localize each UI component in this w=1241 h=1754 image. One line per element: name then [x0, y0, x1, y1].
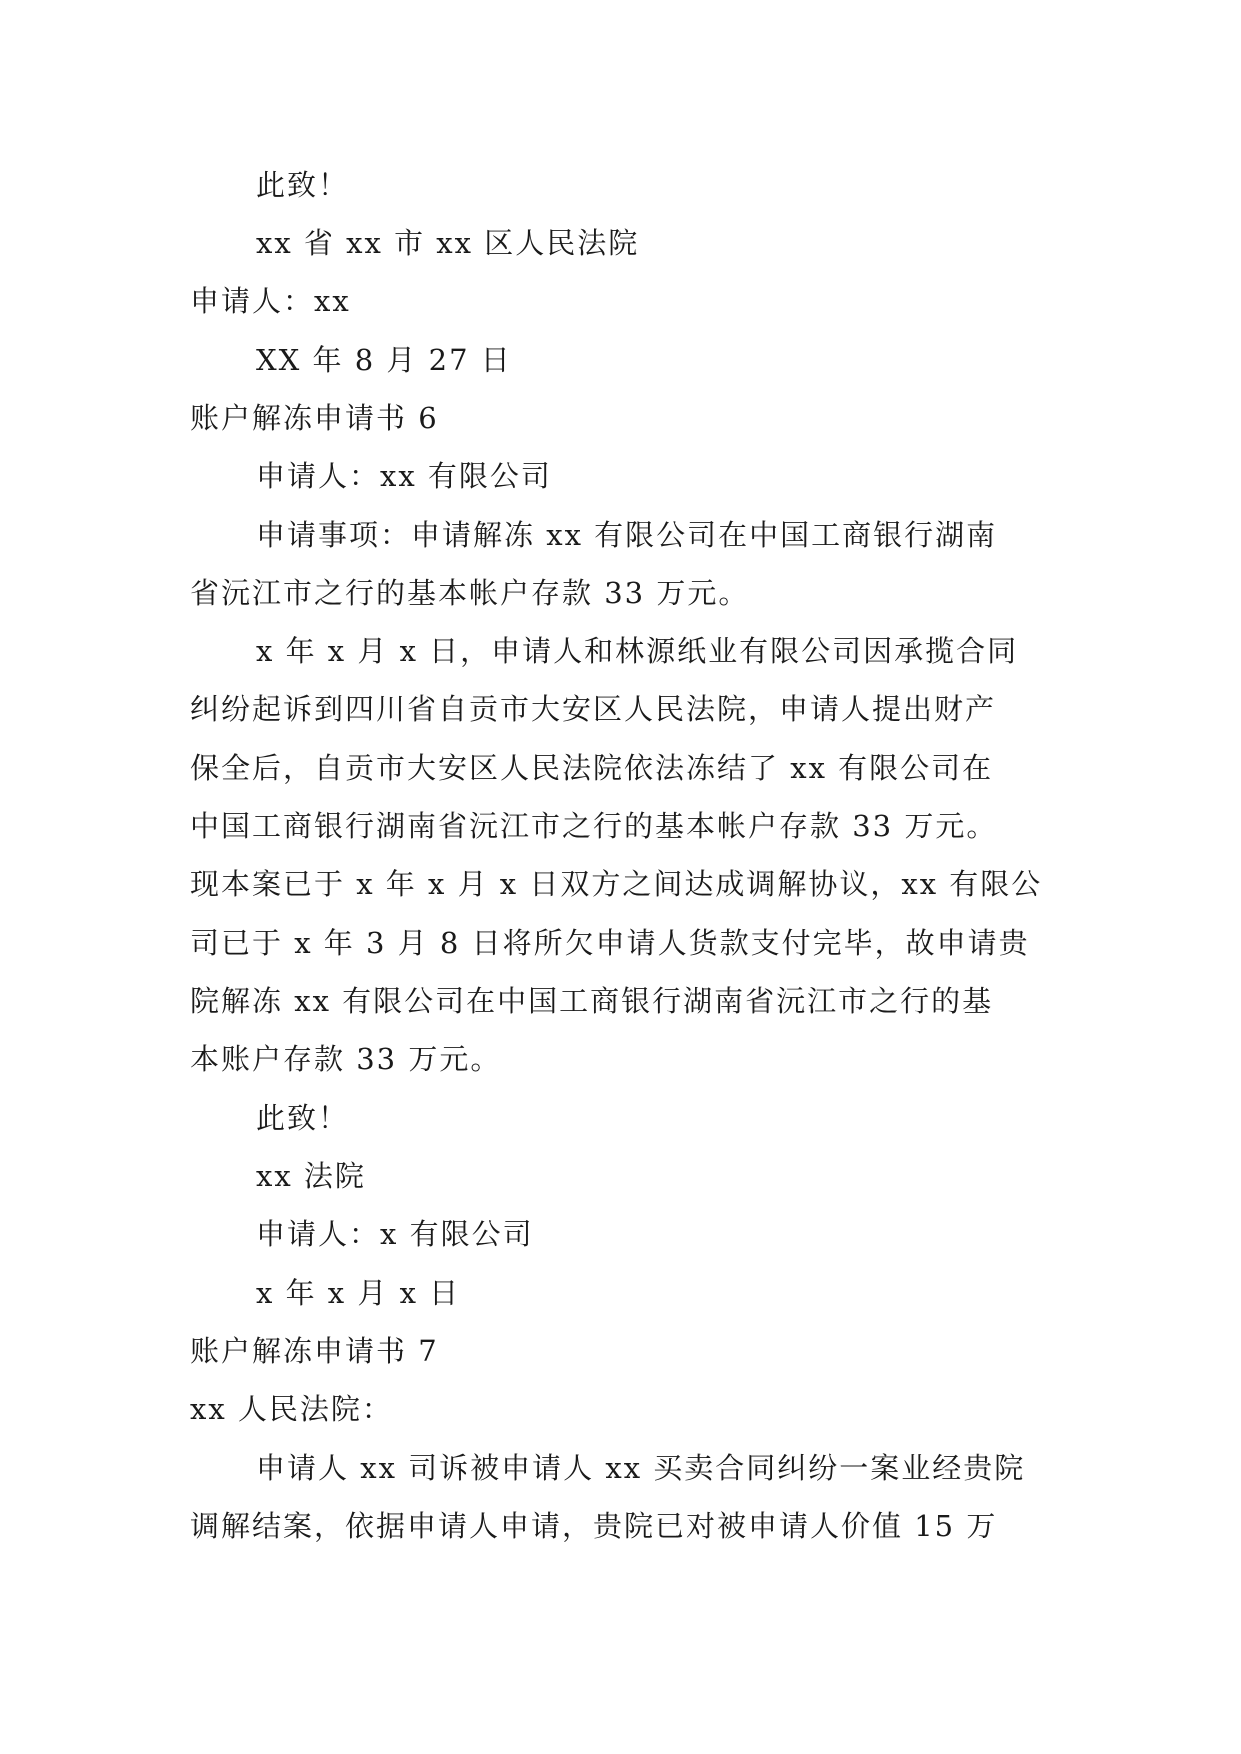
applicant-signature-2: 申请人：x 有限公司 [256, 1217, 534, 1251]
closing-salutation: 此致！ [256, 168, 350, 202]
body-line-9: 申请人 xx 司诉被申请人 xx 买卖合同纠纷一案业经贵院 [256, 1451, 1026, 1485]
signature-date-2: x 年 x 月 x 日 [256, 1276, 461, 1310]
body-line-10: 调解结案，依据申请人申请，贵院已对被申请人价值 15 万 [190, 1509, 998, 1543]
body-line-4: 中国工商银行湖南省沅江市之行的基本帐户存款 33 万元。 [190, 809, 998, 843]
body-line-1: x 年 x 月 x 日，申请人和林源纸业有限公司因承揽合同 [256, 634, 1019, 668]
signature-date: XX 年 8 月 27 日 [256, 343, 512, 377]
addressee-court-2: xx 法院 [256, 1159, 366, 1193]
applicant-signature: 申请人：xx [190, 284, 351, 318]
applicant-line: 申请人：xx 有限公司 [256, 459, 552, 493]
body-line-8: 本账户存款 33 万元。 [190, 1042, 502, 1076]
body-line-6: 司已于 x 年 3 月 8 日将所欠申请人货款支付完毕，故申请贵 [190, 926, 1030, 960]
body-line-2: 纠纷起诉到四川省自贡市大安区人民法院，申请人提出财产 [190, 692, 997, 726]
addressee-line: xx 人民法院： [190, 1392, 393, 1426]
closing-salutation-2: 此致！ [256, 1101, 350, 1135]
request-line-2: 省沅江市之行的基本帐户存款 33 万元。 [190, 576, 750, 610]
body-line-3: 保全后，自贡市大安区人民法院依法冻结了 xx 有限公司在 [190, 751, 994, 785]
body-line-5: 现本案已于 x 年 x 月 x 日双方之间达成调解协议，xx 有限公 [190, 867, 1043, 901]
section-heading-6: 账户解冻申请书 6 [190, 401, 439, 435]
request-line-1: 申请事项：申请解冻 xx 有限公司在中国工商银行湖南 [256, 518, 998, 552]
addressee-court: xx 省 xx 市 xx 区人民法院 [256, 226, 640, 260]
section-heading-7: 账户解冻申请书 7 [190, 1334, 439, 1368]
body-line-7: 院解冻 xx 有限公司在中国工商银行湖南省沅江市之行的基 [190, 984, 994, 1018]
